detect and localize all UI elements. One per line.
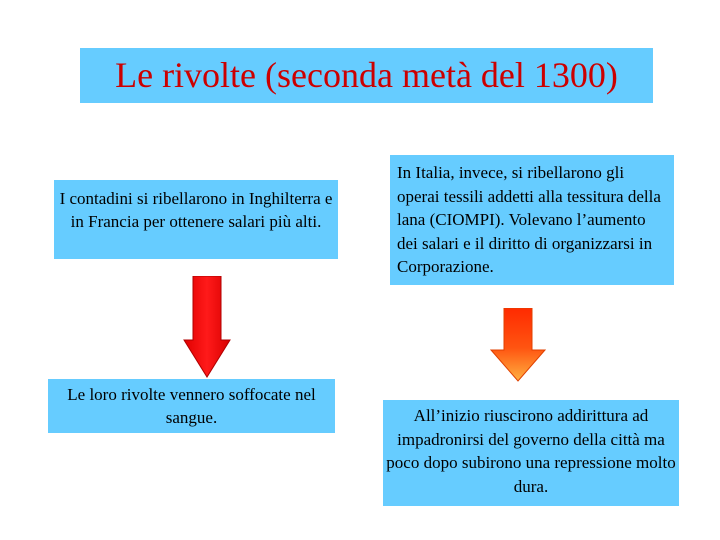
peasants-revolt-box: I contadini si ribellarono in Inghilterra e in Francia per ottenere salari più alti.	[54, 180, 338, 259]
ciompi-revolt-box: In Italia, invece, si ribellarono gli operai tessili addetti alla tessitura della lana (CIOMPI). Volevano l’aumento dei salari e il diritto di organizzarsi in Corporazione.	[390, 155, 674, 285]
down-arrow-icon	[183, 276, 231, 378]
peasants-outcome-box: Le loro rivolte vennero soffocate nel sangue.	[48, 379, 335, 433]
page-title: Le rivolte (seconda metà del 1300)	[80, 48, 653, 103]
down-arrow-icon	[490, 308, 546, 382]
ciompi-outcome-box: All’inizio riuscirono addirittura ad impadronirsi del governo della città ma poco dopo subirono una repressione molto dura.	[383, 400, 679, 506]
